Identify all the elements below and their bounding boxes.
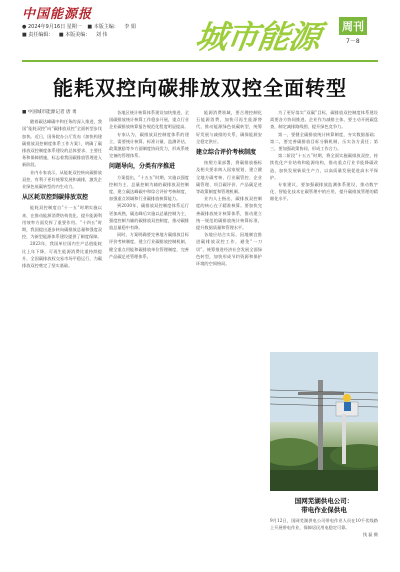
- paragraph: 随着碳达峰碳中和任务的深入推进，我国“能耗双控”向“碳排放双控”全面转型步伐加快。近日，国务院办公厅发布《加快构建碳排放双控制度体系工作方案》，明确了碳排放双控制度体系建设的总体要求、主要任务和保障措施，标志着我国碳排放管理进入新阶段。: [22, 119, 102, 168]
- section-title: 城市能源: [193, 18, 323, 56]
- subheading: 建立综合评价考核制度: [196, 149, 257, 157]
- paragraph: 同时，方案明确要完善地方碳排放目标评价考核制度，建立行业碳排放控制机制，健全重点用能和碳排放单位管理制度，完善产品碳足迹管理体系。: [109, 232, 189, 259]
- paragraph: 方案提出，“十五五”时期，实施以强度控制为主、总量控制为辅的碳排放双控制度，建立碳达峰碳中和综合评价考核制度，加强重点领域和行业碳排放核算能力。: [109, 174, 189, 202]
- meta-line-2: [22, 31, 140, 39]
- photo-credit: 钱 磊 摄: [362, 532, 378, 537]
- paragraph: 各地应结合实际，因地制宜推进碳排放双控工作，避免“一刀切”，统筹推进经济社会发展全面绿色转型，加快形成节约资源和保护环境的空间格局。: [196, 232, 262, 267]
- meta-line-1: [22, 23, 140, 31]
- meta-editor-name: 李 娟: [124, 24, 136, 30]
- masthead: [0, 0, 400, 64]
- meta-resp-editor: ■ 责任编辑：: [22, 32, 54, 38]
- meta-editor-label: ■ 本版主编：: [87, 24, 119, 30]
- caption-title-text: 带电作业保供电: [301, 506, 347, 514]
- power-line-work-illustration: [270, 352, 378, 491]
- paragraph: 2023年，我国单位国内生产总值能耗比上年下降，可再生能源消费比重持续提升，全国碳排放权交易市场平稳运行，为碳排放双控奠定了坚实基础。: [22, 241, 102, 269]
- issue-meta: [22, 23, 140, 39]
- paragraph: 到2030年，碳排放双控制度体系运行更加成熟，碳达峰后实施以总量控制为主、强度控制为辅的碳排放双控制度，推动碳排放总量稳中有降。: [109, 203, 189, 231]
- paragraph: 各地区统计核算体系建设加快推进，全国碳排放统计核算工作稳步开展，重点行业企业碳排放核算报告规范化程度明显提高。: [109, 110, 189, 130]
- paragraph: 能源消费领域，要合理控制化石能源消费，加快可再生能源替代，推动能源绿色低碳转型，统筹好发展与减排的关系，确保能源安全稳定供应。: [196, 110, 262, 144]
- weekly-badge: 周刊: [339, 17, 367, 35]
- paragraph: 业内人士指出，碳排放双控制度的核心在于精准核算。要加快完善碳排放统计核算体系，推动建立统一规范的碳排放统计核算标准，提升数据质量和管理水平。: [196, 196, 262, 231]
- subheading: 从区耗双控到碳排放双控: [22, 194, 89, 202]
- page-number: 7－8: [346, 38, 360, 45]
- paragraph: 按照方案部署，将碳排放指标及相关要求纳入国家规划，建立健全地方碳考核、行业碳管控、企业碳管理、项目碳评价、产品碳足迹等政策制度和管理机制。: [196, 160, 262, 195]
- paragraph: 专家建议，要加强碳排放监测体系建设，推动数字化、智能化技术在碳管理中的应用，提升碳排放管理的精细化水平。: [270, 182, 378, 202]
- paragraph: 第二阶段“十五五”时期，将全面实施碳排放双控，持续优化产业结构和能源结构，推动重点行业节能降碳改造，加快发展新质生产力，以高质量发展促进高水平保护。: [270, 153, 378, 180]
- caption-title-line: [270, 497, 378, 515]
- caption-text: 9月12日，国网芜湖供电公司带电作业人员在10千伏线路上开展带电作业，保障居民用电稳定可靠。: [270, 518, 378, 530]
- newspaper-logo: 中国能源报: [22, 7, 93, 22]
- article-column-2: [109, 109, 189, 549]
- article-column-4: [270, 109, 378, 347]
- subheading: 问题导向，分类有序推进: [109, 163, 176, 171]
- news-photo: [270, 352, 378, 491]
- photo-caption-body: [270, 517, 378, 538]
- byline: ■ 中国城市能源记者 唐 勇: [22, 110, 77, 115]
- photo-caption-title: [270, 497, 378, 515]
- meta-date: ● 2024年9月16日 星期一: [22, 24, 82, 30]
- caption-title-text: 国网芜湖供电公司：: [294, 497, 354, 505]
- paragraph: 为了更好落实“双碳”目标，碳排放双控制度体系建设需要各方协同推进。企业作为减排主体，要主动开展碳盘查，制定减排路线图，提升绿色竞争力。: [270, 110, 378, 130]
- header-divider: [22, 60, 378, 62]
- meta-designer-name: 刘 伟: [95, 32, 108, 38]
- article-column-3: [196, 109, 262, 549]
- headline: 能耗双控向碳排放双控全面转型: [53, 76, 347, 100]
- paragraph: 第一，要健全碳排放统计核算制度，夯实数据基础；第二，要完善碳排放目标分解机制，压实各方责任；第三，要加强政策协同，形成工作合力。: [270, 131, 378, 152]
- paragraph: 能耗双控制度自“十一五”时期实施以来，在推动能源消费结构优化、提升能源利用效率方面发挥了重要作用。“十四五”时期，我国提出逐步转向碳排放总量和强度双控，为新型能源体系建设提供了制度保障。: [22, 205, 102, 240]
- paragraph: 业内专家表示，从能耗双控转向碳排放双控，有利于更好统筹发展和减排，激发企业绿色低碳转型的内生动力。: [22, 169, 102, 190]
- paragraph: 专家认为，碳排放双控制度体系的建立，需要统计核算、标准计量、监测评估、政策激励等多方面制度协同发力，形成系统完备的管理体系。: [109, 131, 189, 159]
- article-column-1: [22, 109, 102, 549]
- meta-designer-label: ■ 本版美编：: [58, 32, 91, 38]
